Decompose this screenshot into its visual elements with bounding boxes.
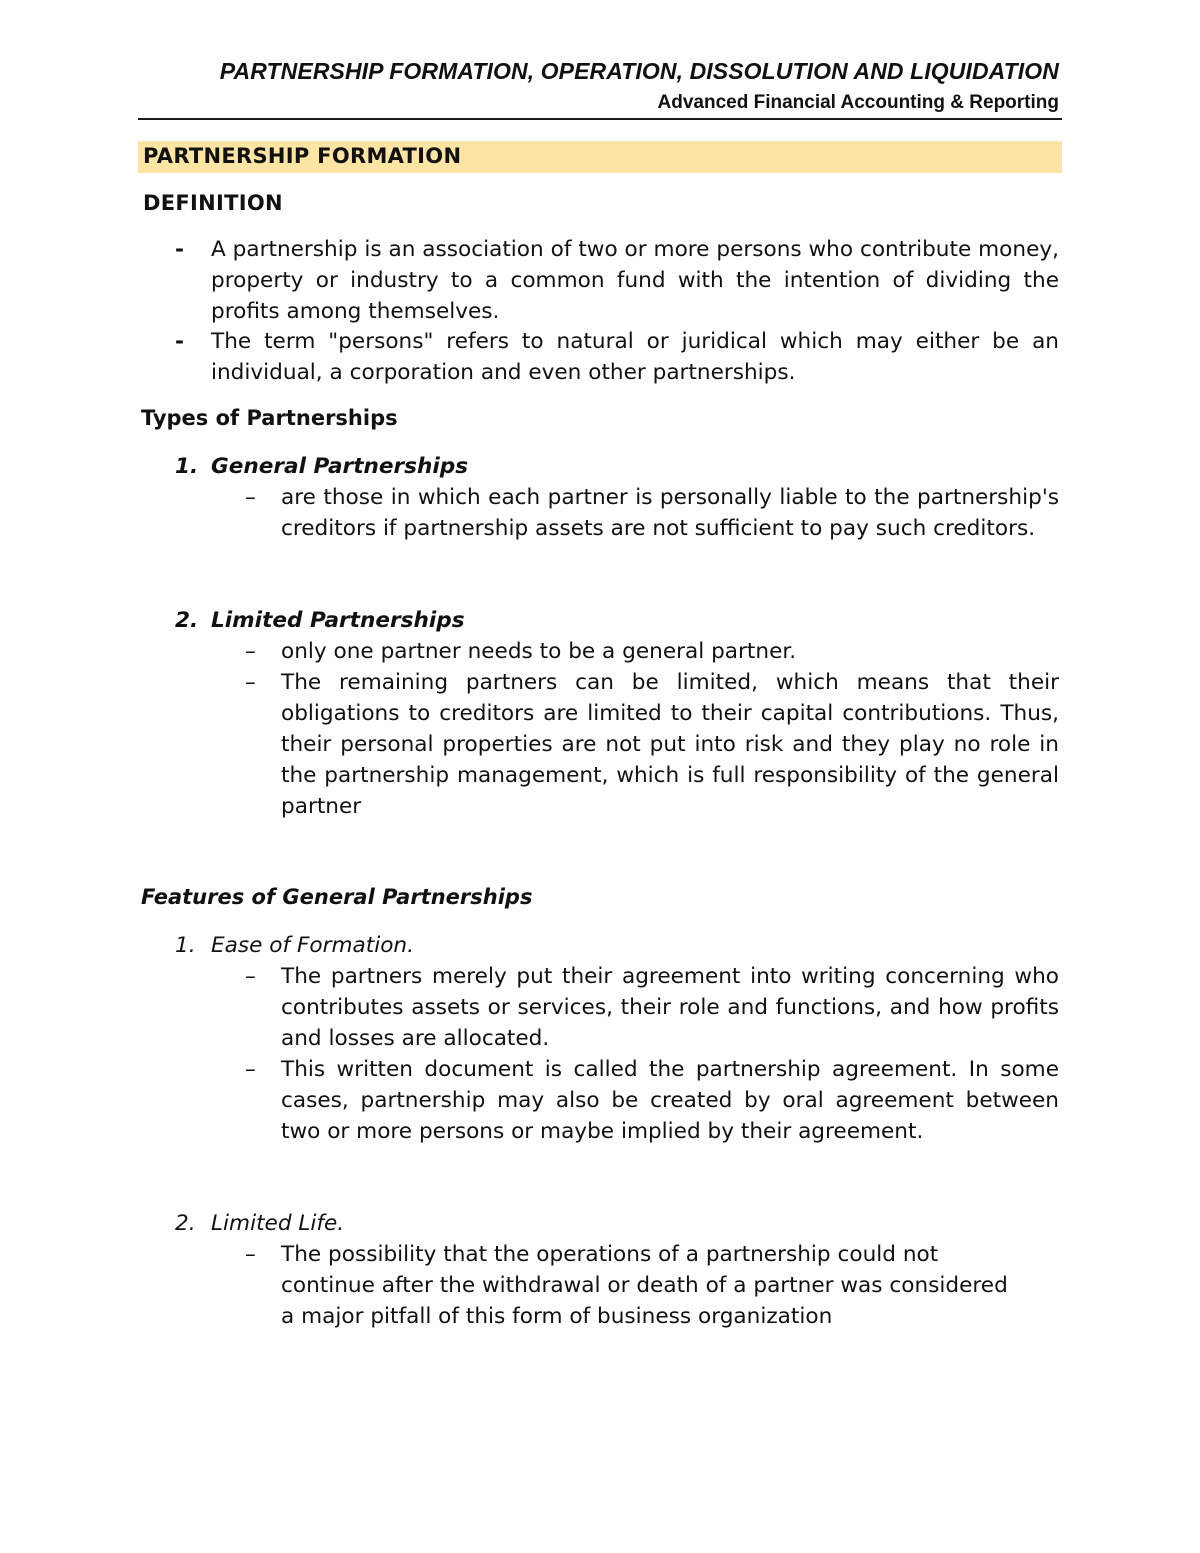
definition-heading: DEFINITION [143,191,283,215]
item-number: 2. [175,608,199,633]
bullet-marker: - [175,329,184,354]
dash-marker: – [245,1057,256,1082]
item-point-text: The possibility that the operations of a partnership could not continue after the withdrawal or death of a partner was considered a major pitfall of this form of business organization [281,1242,1008,1329]
dash-marker: – [245,1242,256,1267]
item-point-text: only one partner needs to be a general partner. [281,639,797,664]
item-number: 1. [175,933,196,958]
item-number: 2. [175,1211,196,1236]
header-divider [138,118,1062,120]
features-heading: Features of General Partnerships [141,885,533,909]
item-point-text: are those in which each partner is personally liable to the partnership's creditors if partnership assets are not sufficient to pay such creditors. [281,485,1059,541]
item-title: Limited Life. [211,1211,345,1236]
item-title: Ease of Formation. [211,933,414,958]
item-point-text: The partners merely put their agreement into writing concerning who contributes assets or services, their role and functions, and how profits and losses are allocated. [281,964,1059,1051]
running-header-title: PARTNERSHIP FORMATION, OPERATION, DISSOLUTION AND LIQUIDATION [219,58,1059,84]
definition-text: The term "persons" refers to natural or juridical which may either be an individual, a corporation and even other partnerships. [211,329,1059,385]
item-point-text: This written document is called the partnership agreement. In some cases, partnership may also be created by oral agreement between two or more persons or maybe implied by their agreement. [281,1057,1059,1144]
item-title: Limited Partnerships [211,608,465,633]
dash-marker: – [245,964,256,989]
bullet-marker: - [175,237,184,262]
dash-marker: – [245,639,256,664]
running-header-subtitle: Advanced Financial Accounting & Reporting [657,92,1059,113]
dash-marker: – [245,670,256,695]
dash-marker: – [245,485,256,510]
item-number: 1. [175,454,199,479]
types-heading: Types of Partnerships [141,406,398,430]
section-title: PARTNERSHIP FORMATION [143,144,462,168]
definition-text: A partnership is an association of two or more persons who contribute money, property or industry to a common fund with the intention of dividing the profits among themselves. [211,237,1059,324]
item-point-text: The remaining partners can be limited, which means that their obligations to creditors are limited to their capital contributions. Thus, their personal properties are not put into risk and they play no role in the partnership management, which is full responsibility of the general partner [281,670,1059,819]
item-title: General Partnerships [211,454,469,479]
